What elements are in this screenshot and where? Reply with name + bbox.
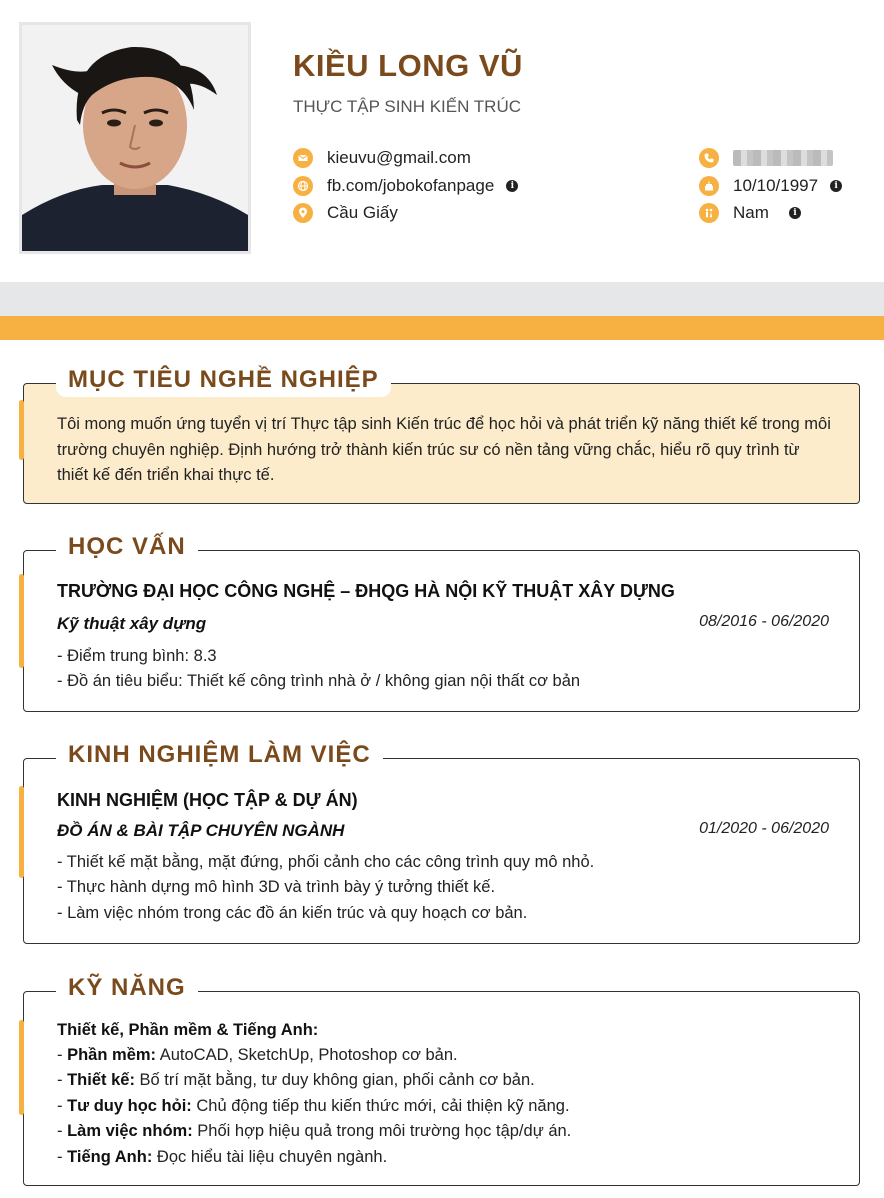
education-section <box>23 550 860 712</box>
section-title-skills: KỸ NĂNG <box>56 971 198 1005</box>
email-value[interactable]: kieuvu@gmail.com <box>327 148 471 167</box>
contact-gender <box>699 201 801 225</box>
phone-value-redacted <box>733 150 833 166</box>
map-pin-icon <box>293 203 313 223</box>
skill-text: AutoCAD, SketchUp, Photoshop cơ bản. <box>156 1046 458 1064</box>
section-accent-bar <box>19 574 24 668</box>
gender-value: Nam <box>733 203 769 222</box>
experience-detail: - Làm việc nhóm trong các đồ án kiến trúc và quy hoạch cơ bản. <box>57 904 528 922</box>
major-name: Kỹ thuật xây dựng <box>57 614 207 633</box>
skill-item: - Thiết kế: Bố trí mặt bằng, tư duy không gian, phối cảnh cơ bản. <box>57 1071 535 1089</box>
skill-label: Tiếng Anh: <box>67 1148 153 1166</box>
section-accent-bar <box>19 400 24 460</box>
contact-location <box>293 201 398 225</box>
gender-icon <box>699 203 719 223</box>
experience-org: KINH NGHIỆM (HỌC TẬP & DỰ ÁN) <box>57 790 358 810</box>
experience-detail: - Thiết kế mặt bằng, mặt đứng, phối cảnh cho các công trình quy mô nhỏ. <box>57 853 595 871</box>
experience-role: ĐỒ ÁN & BÀI TẬP CHUYÊN NGÀNH <box>57 821 345 840</box>
skill-item: - Làm việc nhóm: Phối hợp hiệu quả trong môi trường học tập/dự án. <box>57 1122 572 1140</box>
skill-item: - Tiếng Anh: Đọc hiểu tài liệu chuyên ngành. <box>57 1148 388 1166</box>
facebook-value[interactable]: fb.com/jobokofanpage <box>327 176 495 195</box>
info-icon[interactable]: i <box>506 180 518 192</box>
objective-text: Tôi mong muốn ứng tuyển vị trí Thực tập sinh Kiến trúc để học hỏi và phát triển kỹ năng thiết kế trong môi trường chuyên nghiệp. Định hướng trở thành kiến trúc sư có nền tảng vững chắc, hiểu rõ quy trình từ thiết kế đến triển khai thực tế. <box>57 415 831 484</box>
profile-photo <box>19 22 251 254</box>
skills-section <box>23 991 860 1186</box>
info-icon[interactable]: i <box>789 207 801 219</box>
section-title-education: HỌC VẤN <box>56 530 198 564</box>
education-detail: - Đồ án tiêu biểu: Thiết kế công trình nhà ở / không gian nội thất cơ bản <box>57 672 581 690</box>
experience-period: 01/2020 - 06/2020 <box>699 820 829 837</box>
skill-text: Phối hợp hiệu quả trong môi trường học tập/dự án. <box>192 1122 572 1140</box>
envelope-icon <box>293 148 313 168</box>
section-title-experience: KINH NGHIỆM LÀM VIỆC <box>56 738 383 772</box>
cv-header <box>0 0 884 282</box>
skill-label: Tư duy học hỏi: <box>67 1097 192 1115</box>
globe-icon <box>293 176 313 196</box>
skill-label: Thiết kế: <box>67 1071 135 1089</box>
experience-detail: - Thực hành dựng mô hình 3D và trình bày ý tưởng thiết kế. <box>57 878 496 896</box>
profile-photo-illustration <box>22 25 248 251</box>
contact-email <box>293 146 471 170</box>
skill-text: Đọc hiểu tài liệu chuyên ngành. <box>152 1148 388 1166</box>
school-name: TRƯỜNG ĐẠI HỌC CÔNG NGHỆ – ĐHQG HÀ NỘI KỸ THUẬT XÂY DỰNG <box>57 581 675 601</box>
objective-section <box>23 383 860 504</box>
cake-icon <box>699 176 719 196</box>
header-accent-band <box>0 316 884 340</box>
skill-text: Chủ động tiếp thu kiến thức mới, cải thiện kỹ năng. <box>191 1097 570 1115</box>
section-title-objective: MỤC TIÊU NGHỀ NGHIỆP <box>56 363 391 397</box>
info-icon[interactable]: i <box>830 180 842 192</box>
contact-birthday <box>699 174 842 198</box>
skills-group-title: Thiết kế, Phần mềm & Tiếng Anh: <box>57 1021 319 1039</box>
candidate-name: KIỀU LONG VŨ <box>293 48 523 83</box>
contact-facebook <box>293 174 518 198</box>
candidate-title: THỰC TẬP SINH KIẾN TRÚC <box>293 97 521 116</box>
skill-label: Phần mềm: <box>67 1046 157 1064</box>
contact-phone <box>699 146 833 170</box>
skill-item: - Tư duy học hỏi: Chủ động tiếp thu kiến thức mới, cải thiện kỹ năng. <box>57 1097 570 1115</box>
birthday-value: 10/10/1997 <box>733 176 819 195</box>
section-accent-bar <box>19 786 24 878</box>
header-gray-band <box>0 282 884 316</box>
skill-label: Làm việc nhóm: <box>67 1122 193 1140</box>
location-value: Cầu Giấy <box>327 203 398 222</box>
skill-text: Bố trí mặt bằng, tư duy không gian, phối cảnh cơ bản. <box>134 1071 535 1089</box>
education-detail: - Điểm trung bình: 8.3 <box>57 647 217 665</box>
education-period: 08/2016 - 06/2020 <box>699 613 829 630</box>
experience-section <box>23 758 860 944</box>
phone-icon <box>699 148 719 168</box>
skill-item: - Phần mềm: AutoCAD, SketchUp, Photoshop cơ bản. <box>57 1046 458 1064</box>
section-accent-bar <box>19 1020 24 1115</box>
